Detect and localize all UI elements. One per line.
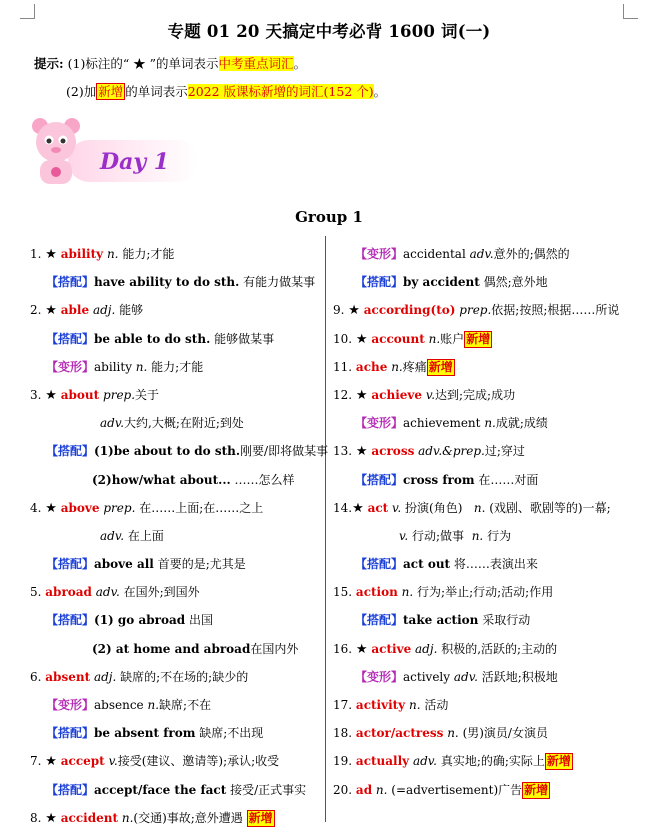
vocab-column-right	[333, 240, 633, 804]
text-text: absence	[94, 698, 144, 712]
pos-text: v.	[108, 754, 118, 769]
pos-text: adv.	[412, 754, 437, 769]
tag-dapei-text: 【搭配】	[46, 782, 95, 797]
tag-dapei-text: 【搭配】	[355, 275, 404, 290]
text-text: 5.	[30, 585, 42, 600]
phrase-text: take action	[403, 613, 479, 628]
definition-continuation	[30, 522, 320, 550]
entry-ache	[333, 353, 633, 381]
text-text: 出国	[188, 613, 213, 628]
phrase-text: accept/face the fact	[94, 782, 227, 797]
text-text: 3.	[30, 387, 42, 402]
text-text: 真实地;的确;实际上	[440, 754, 545, 769]
pos-text: n.	[401, 585, 414, 600]
word-text: ability	[60, 247, 104, 261]
pos-text: v.	[425, 387, 436, 402]
entry-able	[30, 296, 320, 324]
hint-label: 提示:	[34, 56, 64, 71]
text-text: 首要的是;尤其是	[157, 557, 246, 572]
collocation-continuation	[30, 635, 320, 663]
star-icon: ★	[355, 331, 368, 347]
phrase-text: have ability to do sth.	[94, 275, 240, 290]
entry-act	[333, 494, 633, 522]
text-text: 活跃地;积极地	[481, 669, 558, 684]
word-text: actor/actress	[355, 726, 444, 741]
phrase-text: (2) at home and abroad	[92, 641, 251, 656]
pos-text: prep.	[103, 387, 136, 402]
hint-text: (2)加	[66, 84, 97, 99]
entry-achieve	[333, 381, 633, 409]
text-text: 达到;完成;成功	[435, 387, 516, 402]
hint-text: 。	[373, 84, 387, 99]
collocation-continuation	[30, 466, 320, 494]
word-text: action	[355, 585, 398, 600]
entry-according	[333, 296, 633, 324]
new-word-badge: 新增	[546, 754, 571, 769]
tag-bianxing-text: 【变形】	[46, 359, 95, 374]
text-text: 14.	[333, 500, 353, 515]
word-text: accept	[60, 754, 105, 769]
text-text: 在……上面;在……之上	[139, 500, 264, 515]
tag-dapei-text: 【搭配】	[355, 557, 404, 572]
group-title: Group 1	[295, 208, 363, 226]
pos-text: adv.	[100, 416, 125, 431]
page-corner-mark	[623, 4, 638, 19]
text-text: 缺席的;不在场的;缺少的	[120, 669, 249, 684]
text-text: 行为	[487, 528, 512, 543]
word-text: account	[371, 331, 425, 346]
text-text: 偶然;意外地	[483, 275, 548, 290]
tag-bianxing-text: 【变形】	[355, 669, 404, 684]
entry-accept	[30, 747, 320, 775]
word-text: absent	[45, 669, 91, 684]
entry-accident	[30, 804, 320, 832]
text-text: 关于	[135, 387, 160, 402]
pos-text: n.	[391, 359, 403, 374]
hint-line-2	[66, 82, 386, 100]
text-text: 行为;举止;行动;活动;作用	[417, 585, 554, 600]
text-text: 账户	[440, 331, 465, 346]
hint-text: (1)标注的“ ★ ”的单词表示	[67, 56, 219, 71]
text-text: 6.	[30, 669, 42, 684]
text-text: 成就;成绩	[495, 416, 548, 431]
text-text: 11.	[333, 359, 353, 374]
text-text: 在国外;到国外	[123, 585, 200, 600]
text-text: achievement	[403, 416, 481, 431]
text-text: 缺席;不出现	[199, 726, 264, 741]
collocation	[30, 325, 320, 353]
pos-text: n.	[135, 359, 148, 374]
pos-text: adv.	[100, 528, 125, 543]
hint-text: 。	[293, 56, 307, 71]
star-icon: ★	[45, 247, 57, 262]
pos-text: adv.	[453, 669, 478, 684]
text-text: 16.	[333, 641, 353, 656]
pos-text: n.	[121, 810, 134, 825]
tag-dapei-text: 【搭配】	[46, 726, 95, 741]
collocation	[30, 550, 320, 578]
text-text: 刚要/即将做某事	[240, 444, 329, 459]
text-text: 10.	[333, 331, 353, 346]
word-text: act	[367, 500, 389, 515]
pos-text: n.	[484, 416, 496, 431]
phrase-text: (1) go abroad	[94, 613, 186, 628]
text-text: 9.	[333, 303, 345, 318]
pos-text: prep.	[459, 303, 492, 318]
pos-text: n.	[471, 528, 484, 543]
text-text: 能力;才能	[151, 359, 204, 374]
hint-text: 的单词表示	[125, 84, 188, 99]
pos-text: adv.&prep.	[418, 444, 485, 459]
text-text: 积极的,活跃的;主动的	[441, 641, 558, 656]
text-text: (交通)事故;意外遭遇	[133, 810, 243, 825]
text-text: (=advertisement)广告	[391, 782, 523, 797]
phrase-text: above all	[94, 557, 154, 572]
highlight-new-vocab: 2022 版课标新增的词汇(152 个)	[187, 84, 374, 99]
text-text: 8.	[30, 810, 42, 825]
pos-text: adv.	[95, 585, 120, 600]
pos-text: v.	[399, 528, 409, 543]
entry-ability	[30, 240, 320, 268]
entry-active	[333, 635, 633, 663]
star-icon: ★	[45, 500, 57, 516]
text-text: 能够做某事	[214, 331, 275, 346]
text-text: 过;穿过	[484, 444, 525, 459]
entry-activity	[333, 691, 633, 719]
word-text: achieve	[371, 387, 423, 402]
word-form	[333, 409, 633, 437]
phrase-text: cross from	[403, 472, 475, 487]
tag-dapei-text: 【搭配】	[46, 557, 95, 572]
pos-text: adj.	[93, 669, 117, 684]
word-form	[333, 240, 633, 268]
phrase-text: be absent from	[94, 726, 196, 741]
star-icon: ★	[45, 387, 57, 403]
text-text: 12.	[333, 387, 353, 402]
text-text: 18.	[333, 726, 353, 741]
text-text: actively	[403, 669, 451, 684]
tag-dapei-text: 【搭配】	[46, 331, 95, 346]
text-text: 采取行动	[482, 613, 531, 628]
entry-absent	[30, 663, 320, 691]
collocation	[333, 268, 633, 296]
collocation	[30, 719, 320, 747]
entry-abroad	[30, 578, 320, 606]
text-text: 19.	[333, 754, 353, 769]
pos-text: n.	[428, 331, 441, 346]
text-text: 有能力做某事	[243, 275, 316, 290]
text-text: (男)演员/女演员	[462, 726, 548, 741]
tag-dapei-text: 【搭配】	[46, 613, 95, 628]
tag-bianxing-text: 【变形】	[355, 416, 404, 431]
entry-account	[333, 325, 633, 353]
word-form	[333, 663, 633, 691]
text-text: 接受/正式事实	[230, 782, 307, 797]
definition-continuation	[30, 409, 320, 437]
entry-about	[30, 381, 320, 409]
text-text: 扮演(角色)	[405, 500, 463, 515]
highlight-key-vocab: 中考重点词汇	[218, 56, 294, 71]
text-text: 2.	[30, 303, 42, 318]
page-title: 专题 01 20 天搞定中考必背 1600 词(一)	[167, 22, 491, 41]
entry-across	[333, 437, 633, 465]
text-text: 大约,大概;在附近;到处	[124, 416, 244, 431]
collocation	[30, 437, 329, 465]
entry-action	[333, 578, 633, 606]
new-word-badge: 新增	[248, 810, 273, 825]
tag-bianxing-text: 【变形】	[355, 247, 404, 261]
pos-text: adj.	[92, 303, 116, 318]
text-text: 4.	[30, 500, 42, 515]
new-word-badge: 新增	[524, 782, 549, 797]
star-icon: ★	[45, 303, 57, 319]
text-text: 依据;按照;根据……所说	[491, 303, 620, 318]
text-text: 疼痛	[402, 359, 427, 374]
text-text: 在……对面	[478, 472, 539, 487]
collocation	[30, 606, 320, 634]
day-label: Day 1	[100, 149, 170, 175]
collocation	[30, 776, 320, 804]
pos-text: n.	[147, 698, 160, 712]
text-text: 行动;做事	[412, 528, 465, 543]
tag-dapei-text: 【搭配】	[46, 444, 95, 459]
star-icon: ★	[355, 387, 368, 403]
text-text: 17.	[333, 698, 353, 712]
phrase-text: be able to do sth.	[94, 331, 211, 346]
collocation	[30, 268, 320, 296]
new-tag-sample: 新增	[98, 84, 124, 99]
pos-text: adv.	[469, 247, 494, 261]
tag-dapei-text: 【搭配】	[355, 472, 404, 487]
tag-dapei-text: 【搭配】	[46, 275, 95, 290]
word-text: able	[60, 303, 90, 318]
word-text: above	[60, 500, 100, 515]
column-divider	[325, 236, 326, 822]
pos-text: adj.	[415, 641, 438, 656]
vocab-column-left	[30, 240, 329, 832]
word-text: across	[371, 444, 415, 459]
text-text: 缺席;不在	[159, 698, 212, 712]
word-text: active	[371, 641, 412, 656]
word-text: about	[60, 387, 100, 402]
new-word-badge: 新增	[466, 331, 491, 346]
text-text: 活动	[424, 698, 449, 712]
collocation	[333, 606, 633, 634]
text-text: 在上面	[127, 528, 164, 543]
text-text: 1.	[30, 247, 42, 261]
star-icon: ★	[45, 754, 57, 770]
collocation	[333, 550, 633, 578]
star-icon: ★	[352, 500, 364, 516]
text-text: ……怎么样	[234, 472, 295, 487]
pos-text: n.	[106, 247, 119, 261]
hint-line-1	[34, 54, 306, 72]
star-icon: ★	[355, 641, 368, 657]
word-form	[30, 691, 320, 719]
star-icon: ★	[355, 444, 368, 460]
phrase-text: act out	[403, 557, 451, 572]
new-word-badge: 新增	[428, 359, 453, 374]
word-text: actually	[355, 754, 410, 769]
word-text: activity	[355, 698, 406, 712]
pos-text: n.	[375, 782, 388, 797]
text-text: 在国内外	[250, 641, 299, 656]
pos-text: n.	[447, 726, 459, 741]
word-text: ad	[355, 782, 373, 797]
text-text: 7.	[30, 754, 42, 769]
text-text: 接受(建议、邀请等);承认;收受	[117, 754, 280, 769]
text-text: 意外的;偶然的	[493, 247, 570, 261]
text-text: accidental	[403, 247, 466, 261]
entry-actually	[333, 747, 633, 775]
text-text: (戏剧、歌剧等的)一幕;	[489, 500, 611, 515]
day-banner	[28, 112, 200, 192]
star-icon: ★	[348, 303, 360, 319]
phrase-text: (2)how/what about...	[92, 472, 231, 487]
entry-above	[30, 494, 320, 522]
definition-continuation	[333, 522, 633, 550]
tag-dapei-text: 【搭配】	[355, 613, 404, 628]
text-text: 13.	[333, 444, 353, 459]
word-text: abroad	[45, 585, 92, 600]
phrase-text: by accident	[403, 275, 480, 290]
text-text: 将……表演出来	[453, 557, 538, 572]
tag-bianxing-text: 【变形】	[46, 698, 95, 712]
text-text: 15.	[333, 585, 353, 600]
text-text: 能力;才能	[122, 247, 175, 261]
word-text: accident	[60, 810, 119, 825]
entry-actor	[333, 719, 633, 747]
text-text: ability	[94, 359, 132, 374]
pos-text: n.	[473, 500, 486, 515]
page-corner-mark	[20, 4, 35, 19]
entry-ad	[333, 776, 633, 804]
word-text: ache	[355, 359, 388, 374]
text-text: 20.	[333, 782, 353, 797]
star-icon: ★	[45, 810, 57, 826]
pos-text: prep.	[103, 500, 136, 515]
text-text: 能够	[119, 303, 144, 318]
phrase-text: (1)be about to do sth.	[94, 444, 241, 459]
pos-text: n.	[408, 698, 421, 712]
collocation	[333, 466, 633, 494]
pos-text: v.	[392, 500, 402, 515]
word-form	[30, 353, 320, 381]
word-text: according(to)	[363, 303, 456, 318]
